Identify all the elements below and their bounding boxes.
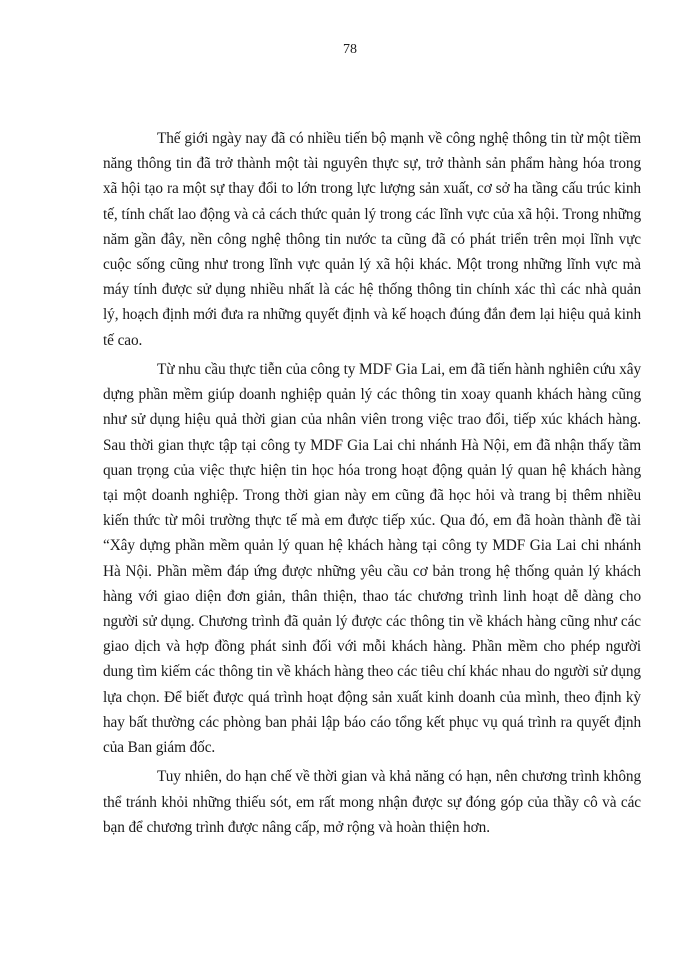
paragraph-project: Từ nhu cầu thực tiễn của công ty MDF Gia Lai, em đã tiến hành nghiên cứu xây dựng phần mềm giúp doanh nghiệp quản lý các thông tin xoay quanh khách hàng cũng như sử dụng hiệu quả thời gian của nhân viên trong việc trao đổi, tiếp xúc khách hàng. Sau thời gian thực tập tại công ty MDF Gia Lai chi nhánh Hà Nội, em đã nhận thấy tầm quan trọng của việc thực hiện tin học hóa trong hoạt động quản lý quan hệ khách hàng tại một doanh nghiệp. Trong thời gian này em cũng đã học hỏi và trang bị thêm nhiều kiến thức từ môi trường thực tế mà em được tiếp xúc. Qua đó, em đã hoàn thành đề tài “Xây dựng phần mềm quản lý quan hệ khách hàng tại công ty MDF Gia Lai chi nhánh Hà Nội. Phần mềm đáp ứng được những yêu cầu cơ bản trong hệ thống quản lý khách hàng với giao diện đơn giản, thân thiện, thao tác chương trình linh hoạt dễ dàng cho người sử dụng. Chương trình đã quản lý được các thông tin về khách hàng cũng như các giao dịch và hợp đồng phát sinh đối với mỗi khách hàng. Phần mềm cho phép người dung tìm kiếm các thông tin về khách hàng theo các tiêu chí khác nhau do người sử dụng lựa chọn. Để biết được quá trình hoạt động sản xuất kinh doanh của mình, theo định kỳ hay bất thường các phòng ban phải lập báo cáo tổng kết phục vụ quá trình ra quyết định của Ban giám đốc. bbox=[103, 361, 641, 757]
paragraph-intro: Thế giới ngày nay đã có nhiều tiến bộ mạnh về công nghệ thông tin từ một tiềm năng thông tin đã trở thành một tài nguyên thực sự, trở thành sản phẩm hàng hóa trong xã hội tạo ra một sự thay đổi to lớn trong lực lượng sản xuất, cơ sở ha tầng cấu trúc kinh tế, tính chất lao động và cả cách thức quản lý trong các lĩnh vực của xã hội. Trong những năm gần đây, nền công nghệ thông tin nước ta cũng đã có phát triển trên mọi lĩnh vực cuộc sống cũng như trong lĩnh vực quản lý xã hội khác. Một trong những lĩnh vực mà máy tính được sử dụng nhiều nhất là các hệ thống thông tin chính xác thì các nhà quản lý, hoạch định mới đưa ra những quyết định và kế hoạch đúng đắn đem lại hiệu quả kinh tế cao. bbox=[103, 130, 641, 349]
body-text bbox=[103, 126, 641, 844]
paragraph-conclusion: Tuy nhiên, do hạn chế về thời gian và khả năng có hạn, nên chương trình không thể tránh khỏi những thiếu sót, em rất mong nhận được sự đóng góp của thầy cô và các bạn để chương trình được nâng cấp, mở rộng và hoàn thiện hơn. bbox=[103, 768, 641, 836]
page-number: 78 bbox=[343, 42, 357, 57]
